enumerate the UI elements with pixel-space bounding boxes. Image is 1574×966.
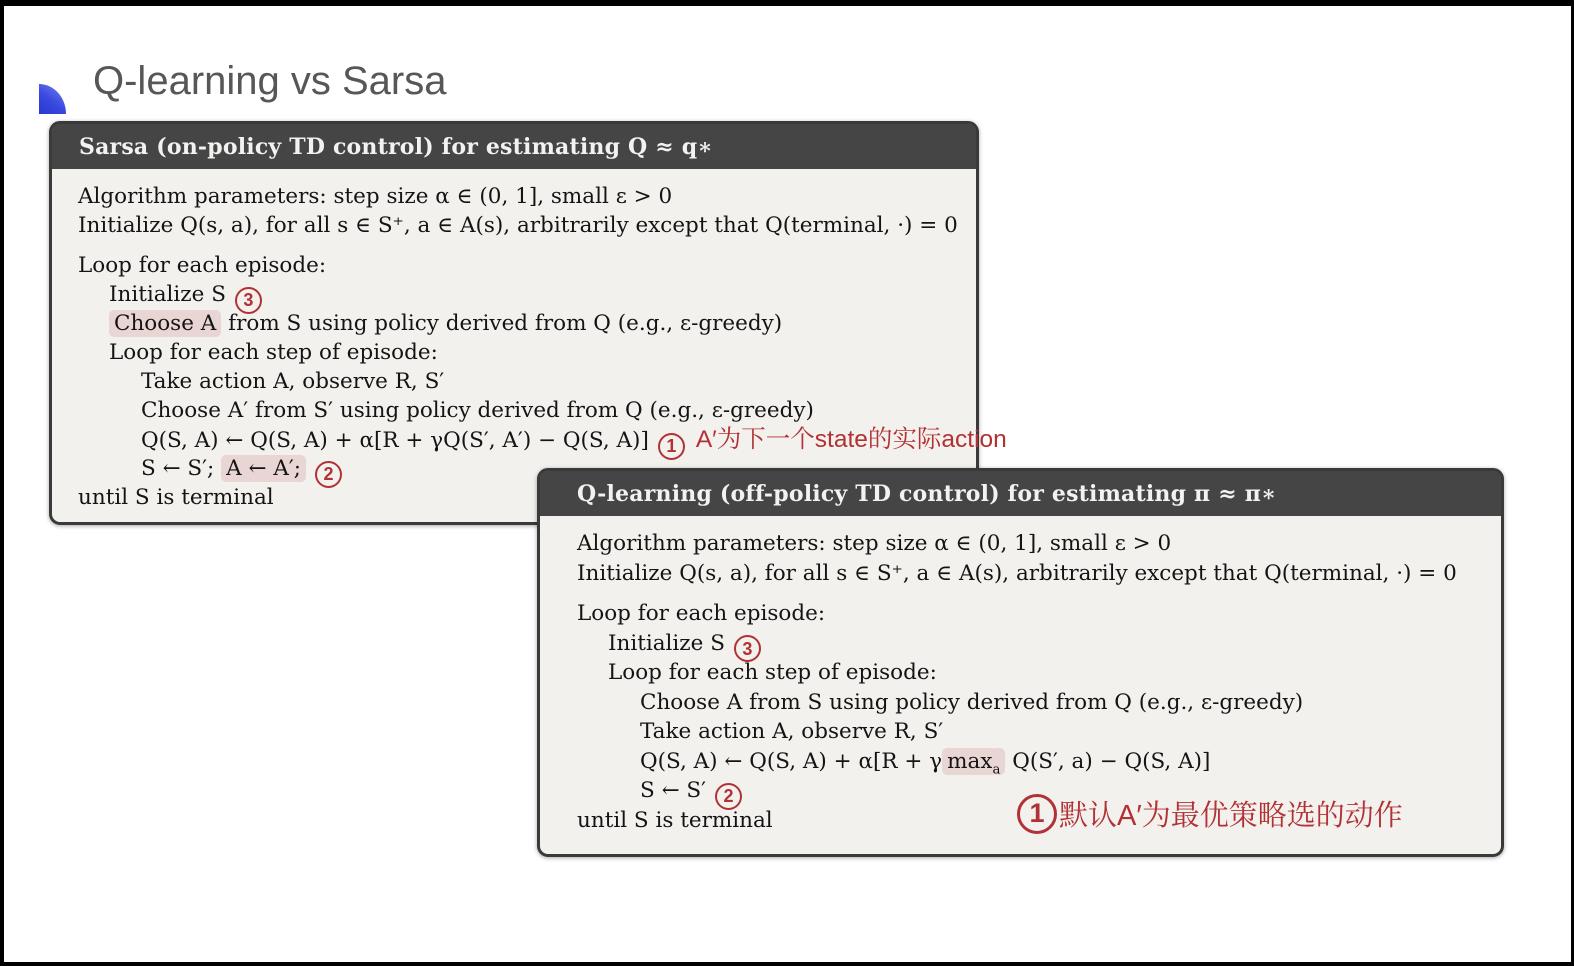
circled-number-icon: 1 — [658, 433, 685, 460]
algorithm-text: Q(S, A) ← Q(S, A) + α[R + γ — [640, 748, 943, 774]
algorithm-text: Q(S′, a) − Q(S, A)] — [1005, 748, 1211, 774]
circled-number-icon: 3 — [235, 287, 262, 314]
algorithm-line — [78, 211, 976, 240]
algorithm-line — [577, 559, 1501, 589]
circled-number-icon: 2 — [715, 783, 742, 810]
algorithm-text: Take action A, observe R, S′ — [141, 369, 445, 394]
algorithm-text: until S is terminal — [78, 485, 274, 510]
algorithm-text: Q(S, A) ← Q(S, A) + α[R + γQ(S′, A′) − Q(S, A)] — [141, 428, 649, 453]
algorithm-line — [577, 529, 1501, 559]
algorithm-line — [78, 425, 1007, 456]
sarsa-box-header: Sarsa (on-policy TD control) for estimating Q ≈ q∗ — [52, 124, 976, 169]
highlighted-text: A ← A′; — [221, 455, 306, 482]
inline-annotation-text: A′为下一个state的实际action — [695, 426, 1007, 453]
algorithm-text: Loop for each step of episode: — [608, 660, 937, 685]
algorithm-line — [78, 280, 976, 309]
algorithm-line — [78, 396, 976, 425]
circled-number-icon: 3 — [734, 635, 761, 662]
algorithm-line — [577, 747, 1501, 777]
algorithm-text: Initialize Q(s, a), for all s ∈ S⁺, a ∈ A(s), arbitrarily except that Q(terminal, ·) = 0 — [577, 560, 1457, 586]
algorithm-text: Loop for each episode: — [577, 601, 826, 626]
algorithm-line — [577, 629, 1501, 659]
algorithm-text: Loop for each episode: — [78, 253, 327, 278]
algorithm-line — [78, 251, 976, 280]
annotation-text: 默认A′为最优策略选的动作 — [1059, 800, 1403, 832]
qlearning-box-header: Q-learning (off-policy TD control) for estimating π ≈ π∗ — [540, 471, 1501, 516]
algorithm-text: Initialize S — [109, 282, 226, 307]
circled-number-icon: 1 — [1017, 794, 1057, 834]
algorithm-text: Loop for each step of episode: — [109, 340, 438, 365]
algorithm-text: Algorithm parameters: step size α ∈ (0, 1], small ε > 0 — [78, 184, 673, 209]
highlighted-text: max — [942, 748, 997, 775]
algorithm-line — [577, 658, 1501, 688]
algorithm-line — [577, 599, 1501, 629]
blue-quarter-circle-icon — [39, 84, 66, 114]
algorithm-text: Initialize Q(s, a), for all s ∈ S⁺, a ∈ A(s), arbitrarily except that Q(terminal, ·) = 0 — [78, 213, 958, 238]
algorithm-line — [78, 182, 976, 211]
algorithm-line — [78, 338, 976, 367]
algorithm-text: Initialize S — [608, 630, 725, 656]
sarsa-algorithm-box — [49, 121, 1007, 525]
qlearning-box-body — [540, 516, 1501, 835]
algorithm-text: Take action A, observe R, S′ — [640, 719, 944, 744]
algorithm-text: S ← S′; — [141, 456, 222, 481]
algorithm-text: Choose A′ from S′ using policy derived from Q (e.g., ε-greedy) — [141, 398, 814, 423]
algorithm-text: Choose A from S using policy derived from Q (e.g., ε-greedy) — [640, 689, 1304, 715]
qlearning-algorithm-box — [537, 468, 1504, 857]
qlearning-annotation — [1017, 793, 1403, 834]
slide-title: Q-learning vs Sarsa — [93, 59, 447, 103]
algorithm-text: until S is terminal — [577, 807, 773, 833]
highlighted-text: a — [992, 748, 1005, 775]
algorithm-line — [577, 688, 1501, 718]
circled-number-icon: 2 — [315, 461, 342, 488]
algorithm-text: Algorithm parameters: step size α ∈ (0, 1], small ε > 0 — [577, 531, 1172, 556]
algorithm-line — [78, 309, 976, 338]
sarsa-box-body — [52, 169, 1007, 512]
algorithm-line — [577, 717, 1501, 747]
highlighted-text: Choose A — [109, 310, 221, 337]
algorithm-text: S ← S′ — [640, 778, 707, 803]
algorithm-line — [78, 367, 976, 396]
algorithm-text: from S using policy derived from Q (e.g., ε-greedy) — [221, 311, 783, 336]
